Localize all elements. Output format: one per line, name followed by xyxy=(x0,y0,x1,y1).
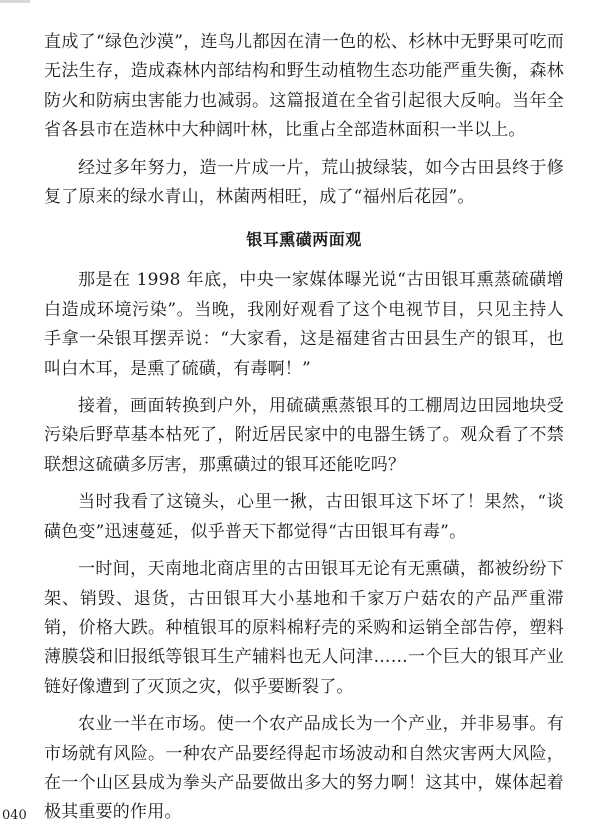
paragraph-continued: 直成了“绿色沙漠”，连鸟儿都因在清一色的松、杉林中无野果可吃而无法生存，造成森林内部结构和野生动植物生态功能严重失衡，森林防火和防病虫害能力也减弱。这篇报道在全省引起很大反响。当年全省各县市在造林中大种阔叶林，比重占全部造林面积一半以上。 xyxy=(44,32,564,141)
paragraph-market-impact: 一时间，天南地北商店里的古田银耳无论有无熏磺，都被纷纷下架、销毁、退货，古田银耳大小基地和千家万户菇农的产品严重滞销，价格大跌。种植银耳的原料棉籽壳的采购和运销全部告停，塑料薄膜袋和旧报纸等银耳生产辅料也无人问津……一个巨大的银耳产业链好像遭到了灭顶之灾，似乎要断裂了。 xyxy=(44,559,564,697)
paragraph-scene: 接着，画面转换到户外，用硫磺熏蒸银耳的工棚周边田园地块受污染后野草基本枯死了，附近居民家中的电器生锈了。观众看了不禁联想这硫磺多厉害，那熏磺过的银耳还能吃吗？ xyxy=(44,396,564,475)
section-title: 银耳熏磺两面观 xyxy=(246,230,362,250)
paragraph-restoration: 经过多年努力，造一片成一片，荒山披绿装，如今古田县终于修复了原来的绿水青山，林菌两相旺，成了“福州后花园”。 xyxy=(44,157,564,208)
page-number: 040 xyxy=(2,808,27,823)
paragraph-conclusion: 农业一半在市场。使一个农产品成长为一个产业，并非易事。有市场就有风险。一种农产品要经得起市场波动和自然灾害两大风险，在一个山区县成为拳头产品要做出多大的努力啊！这其中，媒体起着极其重要的作用。 xyxy=(44,714,564,823)
scan-edge-mark xyxy=(0,0,30,3)
paragraph-exposure: 那是在 1998 年底，中央一家媒体曝光说“古田银耳熏蒸硫磺增白造成环境污染”。当晚，我刚好观看了这个电视节目，只见主持人手拿一朵银耳摆弄说：“大家看，这是福建省古田县生产的银耳，也叫白木耳，是熏了硫磺，有毒啊！” xyxy=(44,270,564,379)
paragraph-reaction: 当时我看了这镜头，心里一揪，古田银耳这下坏了！果然，“谈磺色变”迅速蔓延，似乎普天下都觉得“古田银耳有毒”。 xyxy=(44,492,564,542)
page-content xyxy=(44,28,564,836)
